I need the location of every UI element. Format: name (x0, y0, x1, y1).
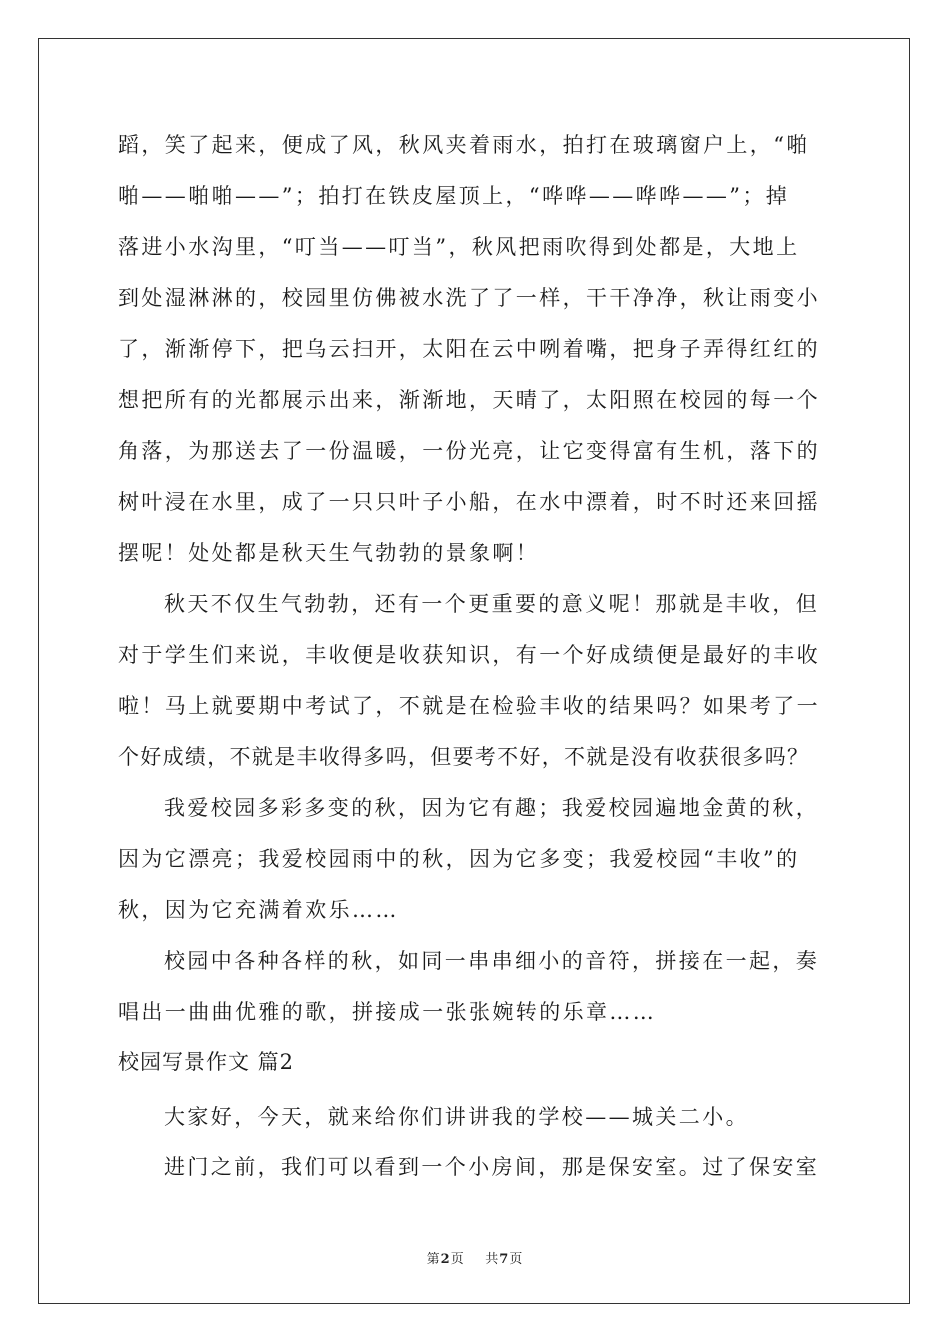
paragraph-line: 因为它漂亮；我爱校园雨中的秋，因为它多变；我爱校园“丰收”的 (118, 847, 800, 871)
section-heading: 校园写景作文 篇2 (118, 1050, 295, 1074)
paragraph-line: 唱出一曲曲优雅的歌，拼接成一张张婉转的乐章…… (118, 1000, 657, 1024)
total-prefix: 共 (485, 1252, 500, 1267)
paragraph-line: 啪——啪啪——”；拍打在铁皮屋顶上，“哗哗——哗哗——”；掉 (118, 184, 790, 208)
page-suffix: 页 (450, 1252, 465, 1267)
paragraph-line: 树叶浸在水里，成了一只只叶子小船，在水中漂着，时不时还来回摇 (118, 490, 820, 514)
paragraph-line: 对于学生们来说，丰收便是收获知识，有一个好成绩便是最好的丰收 (118, 643, 820, 667)
paragraph-line: 校园中各种各样的秋，如同一串串细小的音符，拼接在一起，奏 (164, 949, 820, 973)
paragraph-line: 想把所有的光都展示出来，渐渐地，天晴了，太阳照在校园的每一个 (118, 388, 820, 412)
paragraph-line: 落进小水沟里，“叮当——叮当”，秋风把雨吹得到处都是，大地上 (118, 235, 800, 259)
paragraph-line: 摆呢！处处都是秋天生气勃勃的景象啊！ (118, 541, 540, 565)
paragraph-line: 个好成绩，不就是丰收得多吗，但要考不好，不就是没有收获很多吗？ (118, 745, 810, 769)
paragraph-line: 进门之前，我们可以看到一个小房间，那是保安室。过了保安室 (164, 1155, 820, 1179)
paragraph-line: 了，渐渐停下，把乌云扫开，太阳在云中咧着嘴，把身子弄得红红的 (118, 337, 820, 361)
page-number: 2 (440, 1252, 451, 1267)
page-footer (0, 1248, 950, 1267)
paragraph-line: 秋，因为它充满着欢乐…… (118, 898, 399, 922)
total-suffix: 页 (509, 1252, 524, 1267)
paragraph-line: 啦！马上就要期中考试了，不就是在检验丰收的结果吗？如果考了一 (118, 694, 820, 718)
page-prefix: 第 (426, 1252, 441, 1267)
paragraph-line: 到处湿淋淋的，校园里仿佛被水洗了了一样，干干净净，秋让雨变小 (118, 286, 820, 310)
total-pages: 7 (499, 1252, 510, 1267)
document-body (118, 120, 838, 1193)
paragraph-line: 大家好，今天，就来给你们讲讲我的学校——城关二小。 (164, 1105, 749, 1129)
paragraph-line: 我爱校园多彩多变的秋，因为它有趣；我爱校园遍地金黄的秋， (164, 796, 820, 820)
paragraph-line: 秋天不仅生气勃勃，还有一个更重要的意义呢！那就是丰收，但 (164, 592, 820, 616)
paragraph-line: 蹈，笑了起来，便成了风，秋风夹着雨水，拍打在玻璃窗户上，“啪 (118, 133, 810, 157)
paragraph-line: 角落，为那送去了一份温暖，一份光亮，让它变得富有生机，落下的 (118, 439, 820, 463)
